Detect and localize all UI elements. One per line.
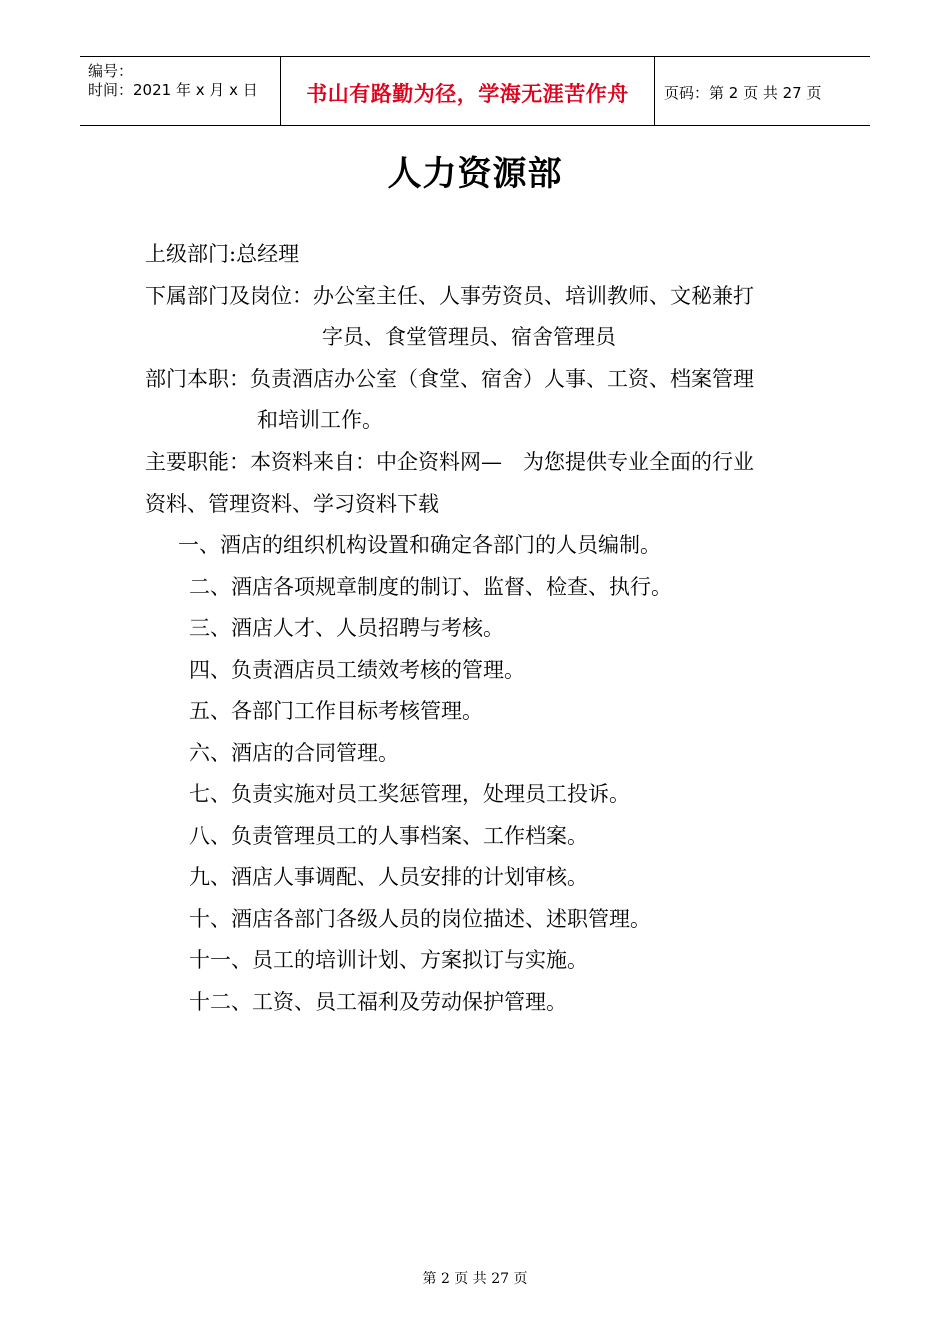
page-header — [80, 56, 870, 126]
list-item: 三、酒店人才、人员招聘与考核。 — [189, 616, 504, 640]
functions-line-2: 资料、管理资料、学习资料下载 — [145, 492, 439, 516]
document-number-label: 编号： — [88, 62, 134, 80]
duty-line-1: 部门本职：负责酒店办公室（食堂、宿舍）人事、工资、档案管理 — [145, 367, 754, 391]
sub-depts-line-1: 下属部门及岗位：办公室主任、人事劳资员、培训教师、文秘兼打 — [145, 284, 754, 308]
document-date-label: 时间：2021 年 x 月 x 日 — [88, 81, 258, 99]
list-item: 二、酒店各项规章制度的制订、监督、检查、执行。 — [189, 575, 672, 599]
list-item: 九、酒店人事调配、人员安排的计划审核。 — [189, 865, 588, 889]
functions-line-1: 主要职能：本资料来自：中企资料网— 为您提供专业全面的行业 — [145, 450, 754, 474]
superior-dept: 上级部门:总经理 — [145, 242, 300, 266]
list-item: 一、酒店的组织机构设置和确定各部门的人员编制。 — [178, 533, 661, 557]
header-meta-cell — [80, 57, 281, 125]
header-page-info: 页码：第 2 页 共 27 页 — [664, 84, 822, 102]
document-title: 人力资源部 — [387, 154, 563, 194]
list-item: 六、酒店的合同管理。 — [189, 741, 399, 765]
sub-depts-line-2: 字员、食堂管理员、宿舍管理员 — [322, 325, 616, 349]
duty-line-2: 和培训工作。 — [257, 408, 383, 432]
list-item: 五、各部门工作目标考核管理。 — [189, 699, 483, 723]
list-item: 四、负责酒店员工绩效考核的管理。 — [189, 658, 525, 682]
list-item: 七、负责实施对员工奖惩管理，处理员工投诉。 — [189, 782, 630, 806]
header-motto: 书山有路勤为径，学海无涯苦作舟 — [306, 81, 629, 106]
list-item: 十一、员工的培训计划、方案拟订与实施。 — [189, 948, 588, 972]
page-footer: 第 2 页 共 27 页 — [422, 1271, 528, 1287]
list-item: 八、负责管理员工的人事档案、工作档案。 — [189, 824, 588, 848]
list-item: 十二、工资、员工福利及劳动保护管理。 — [189, 990, 567, 1014]
header-motto-cell — [281, 57, 655, 125]
header-page-cell — [655, 57, 870, 125]
list-item: 十、酒店各部门各级人员的岗位描述、述职管理。 — [189, 907, 651, 931]
